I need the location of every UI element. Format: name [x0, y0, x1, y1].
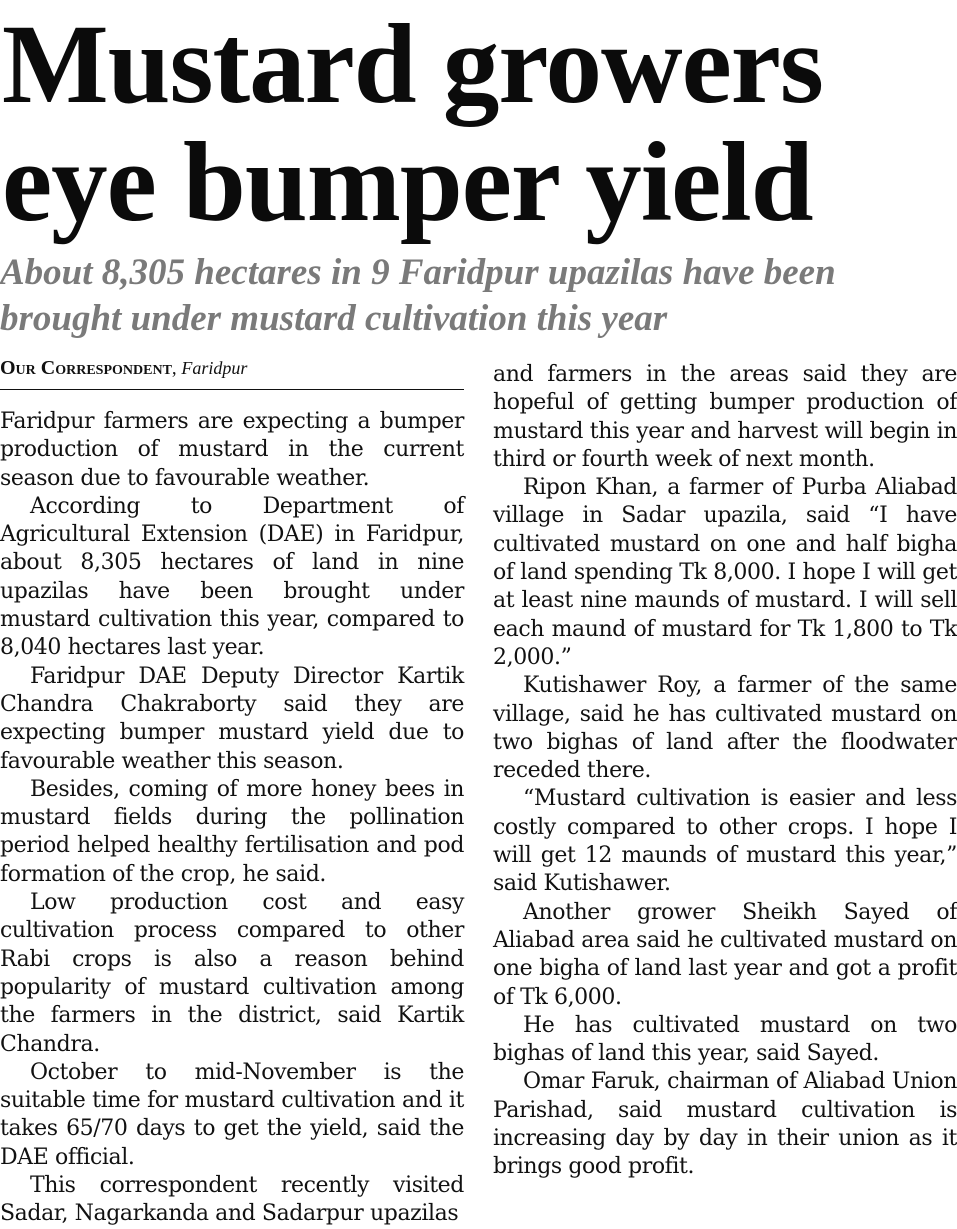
article-column-left	[0, 356, 464, 1229]
article-column-right	[493, 361, 957, 1182]
paragraph: October to mid-November is the suitable time for mustard cultivation and it takes 65/70 days to get the yield, said the DAE official.	[0, 1059, 464, 1170]
paragraph: and farmers in the areas said they are hopeful of getting bumper production of mustard this year and harvest will begin in third or fourth week of next month.	[493, 362, 957, 472]
paragraph: Ripon Khan, a farmer of Purba Aliabad village in Sadar upazila, said “I have cultivated mustard on one and half bigha of land spending Tk 8,000. I hope I will get at least nine maunds of mustard. I will sell each maund of mustard for Tk 1,800 to Tk 2,000.”	[493, 475, 957, 670]
paragraph: This correspondent recently visited Sadar, Nagarkanda and Sadarpur upazilas	[0, 1173, 464, 1227]
subheadline: About 8,305 hectares in 9 Faridpur upazilas have been brought under mustard cultivation this year	[0, 252, 836, 339]
byline	[0, 356, 464, 390]
byline-author: Our Correspondent	[0, 357, 172, 379]
paragraph: Another grower Sheikh Sayed of Aliabad area said he cultivated mustard on one bigha of land last year and got a profit of Tk 6,000.	[493, 899, 957, 1010]
paragraph: Faridpur farmers are expecting a bumper production of mustard in the current season due to favourable weather.	[0, 409, 464, 491]
headline: Mustard growers eye bumper yield	[2, 2, 823, 245]
paragraph: Omar Faruk, chairman of Aliabad Union Parishad, said mustard cultivation is increasing day by day in their union as it brings good profit.	[493, 1069, 957, 1180]
byline-separator: ,	[171, 358, 177, 379]
paragraph: Besides, coming of more honey bees in mustard fields during the pollination period helped healthy fertilisation and pod formation of the crop, he said.	[0, 776, 464, 887]
paragraph: Low production cost and easy cultivation process compared to other Rabi crops is also a reason behind popularity of mustard cultivation among the farmers in the district, said Kartik Chandra.	[0, 890, 464, 1057]
byline-place: Faridpur	[181, 358, 248, 378]
paragraph: Kutishawer Roy, a farmer of the same village, said he has cultivated mustard on two bighas of land after the floodwater receded there.	[493, 673, 957, 784]
paragraph: Faridpur DAE Deputy Director Kartik Chandra Chakraborty said they are expecting bumper mustard yield due to favourable weather this season.	[0, 663, 464, 774]
paragraph: According to Department of Agricultural Extension (DAE) in Faridpur, about 8,305 hectares of land in nine upazilas have been brought under mustard cultivation this year, compared to 8,040 hectares last year.	[0, 493, 464, 661]
paragraph: He has cultivated mustard on two bighas of land this year, said Sayed.	[493, 1012, 957, 1067]
paragraph: “Mustard cultivation is easier and less costly compared to other crops. I hope I will get 12 maunds of mustard this year,” said Kutishawer.	[493, 786, 957, 897]
